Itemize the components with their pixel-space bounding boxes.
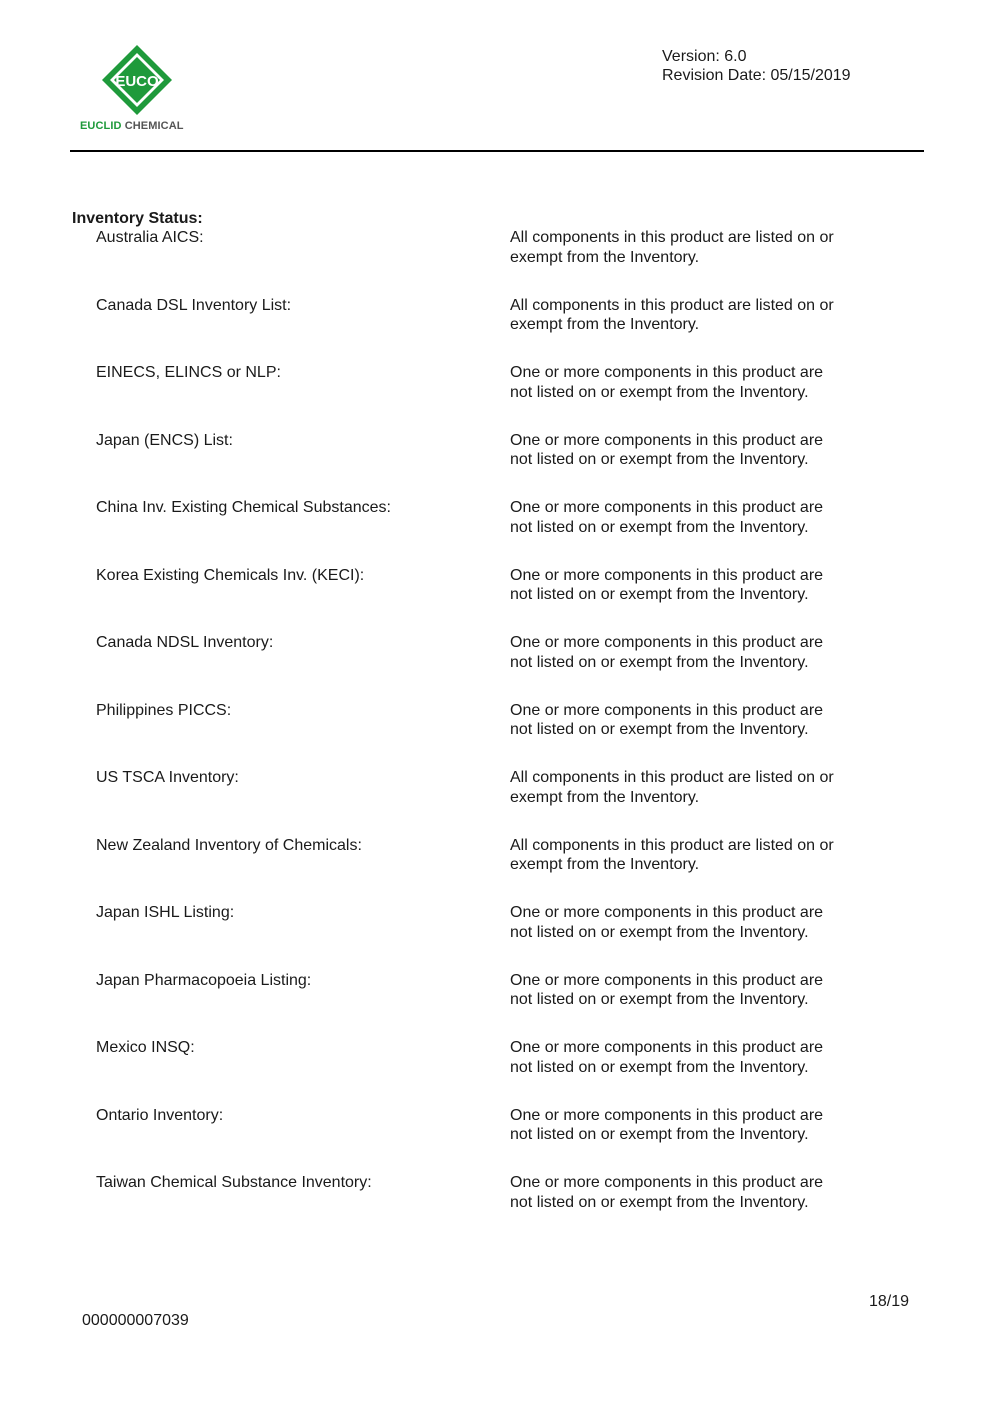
inventory-status-line: not listed on or exempt from the Inventory. (510, 923, 809, 941)
inventory-status (510, 363, 870, 402)
inventory-row (96, 768, 896, 836)
inventory-label: Australia AICS: (96, 229, 204, 246)
inventory-row (96, 971, 896, 1039)
inventory-label: Taiwan Chemical Substance Inventory: (96, 1174, 372, 1191)
inventory-row (96, 1106, 896, 1174)
inventory-row (96, 903, 896, 971)
inventory-label: Canada NDSL Inventory: (96, 634, 274, 651)
section-title: Inventory Status: (72, 210, 203, 227)
version-block (662, 47, 851, 85)
inventory-status-line: All components in this product are listed on or (510, 296, 834, 314)
inventory-status (510, 1038, 870, 1077)
inventory-status-line: One or more components in this product are (510, 1039, 824, 1056)
inventory-status (510, 633, 870, 672)
inventory-status-line: not listed on or exempt from the Inventory. (510, 1058, 809, 1076)
inventory-status-line: All components in this product are listed on or (510, 229, 834, 246)
inventory-status-line: All components in this product are listed on or (510, 836, 834, 854)
inventory-status (510, 566, 870, 605)
inventory-status-line: exempt from the Inventory. (510, 788, 700, 806)
inventory-label: Japan ISHL Listing: (96, 904, 235, 921)
inventory-status-line: not listed on or exempt from the Inventory. (510, 991, 809, 1008)
company-logo (80, 42, 210, 137)
inventory-status-line: One or more components in this product are (510, 431, 824, 449)
inventory-row (96, 296, 896, 364)
logo-wordmark-secondary: CHEMICAL (124, 120, 184, 132)
inventory-status-line: not listed on or exempt from the Inventory. (510, 586, 809, 603)
inventory-row (96, 228, 896, 296)
inventory-label: Philippines PICCS: (96, 701, 232, 719)
logo-wordmark-primary: EUCLID (80, 120, 122, 132)
inventory-row (96, 836, 896, 904)
inventory-row (96, 498, 896, 566)
inventory-label: China Inv. Existing Chemical Substances: (96, 499, 391, 516)
inventory-label: Korea Existing Chemicals Inv. (KECI): (96, 566, 365, 584)
document-id: 000000007039 (82, 1312, 189, 1329)
inventory-row (96, 566, 896, 634)
inventory-status-line: One or more components in this product are (510, 566, 824, 584)
inventory-status-line: One or more components in this product are (510, 701, 824, 719)
inventory-status-line: One or more components in this product are (510, 1174, 824, 1191)
inventory-status-line: One or more components in this product are (510, 971, 824, 989)
inventory-row (96, 1173, 896, 1241)
svg-text:EUCO: EUCO (115, 73, 159, 90)
inventory-status (510, 228, 870, 267)
inventory-status-line: not listed on or exempt from the Inventory. (510, 451, 809, 468)
inventory-status (510, 701, 870, 740)
inventory-status-line: not listed on or exempt from the Inventory. (510, 721, 809, 738)
inventory-status (510, 1106, 870, 1145)
inventory-status-line: not listed on or exempt from the Inventory. (510, 1126, 809, 1143)
inventory-status-line: exempt from the Inventory. (510, 248, 700, 266)
inventory-label: Japan (ENCS) List: (96, 431, 233, 449)
inventory-status (510, 836, 870, 875)
inventory-row (96, 363, 896, 431)
inventory-label: Canada DSL Inventory List: (96, 296, 292, 314)
inventory-label: Ontario Inventory: (96, 1106, 224, 1124)
inventory-row (96, 633, 896, 701)
inventory-status-line: exempt from the Inventory. (510, 316, 700, 333)
inventory-status-line: not listed on or exempt from the Inventory. (510, 383, 809, 401)
inventory-status-line: not listed on or exempt from the Inventory. (510, 1193, 809, 1211)
inventory-row (96, 431, 896, 499)
revision-date-label: Revision Date: 05/15/2019 (662, 67, 851, 84)
logo-wordmark (80, 120, 184, 132)
inventory-status (510, 296, 870, 335)
inventory-status (510, 431, 870, 470)
inventory-status-line: One or more components in this product are (510, 364, 824, 381)
inventory-status-line: One or more components in this product are (510, 904, 824, 921)
inventory-label: Japan Pharmacopoeia Listing: (96, 971, 312, 989)
inventory-label: New Zealand Inventory of Chemicals: (96, 836, 362, 854)
inventory-status-line: All components in this product are listed on or (510, 769, 834, 786)
inventory-label: Mexico INSQ: (96, 1039, 195, 1056)
inventory-status (510, 903, 870, 942)
inventory-status-line: One or more components in this product are (510, 1106, 824, 1124)
inventory-status (510, 971, 870, 1010)
inventory-list (96, 228, 896, 1241)
header-divider (70, 150, 924, 152)
inventory-status-line: not listed on or exempt from the Inventory. (510, 518, 809, 536)
inventory-label: US TSCA Inventory: (96, 769, 239, 786)
inventory-status-line: One or more components in this product are (510, 634, 824, 651)
inventory-status (510, 1173, 870, 1212)
logo-emblem-icon (80, 42, 180, 122)
inventory-status-line: exempt from the Inventory. (510, 856, 700, 873)
inventory-label: EINECS, ELINCS or NLP: (96, 364, 281, 381)
inventory-status-line: One or more components in this product are (510, 499, 824, 516)
inventory-row (96, 701, 896, 769)
inventory-status (510, 498, 870, 537)
page-number: 18/19 (869, 1293, 910, 1310)
inventory-status (510, 768, 870, 807)
inventory-status-line: not listed on or exempt from the Inventory. (510, 653, 809, 671)
inventory-row (96, 1038, 896, 1106)
version-label: Version: 6.0 (662, 48, 747, 65)
